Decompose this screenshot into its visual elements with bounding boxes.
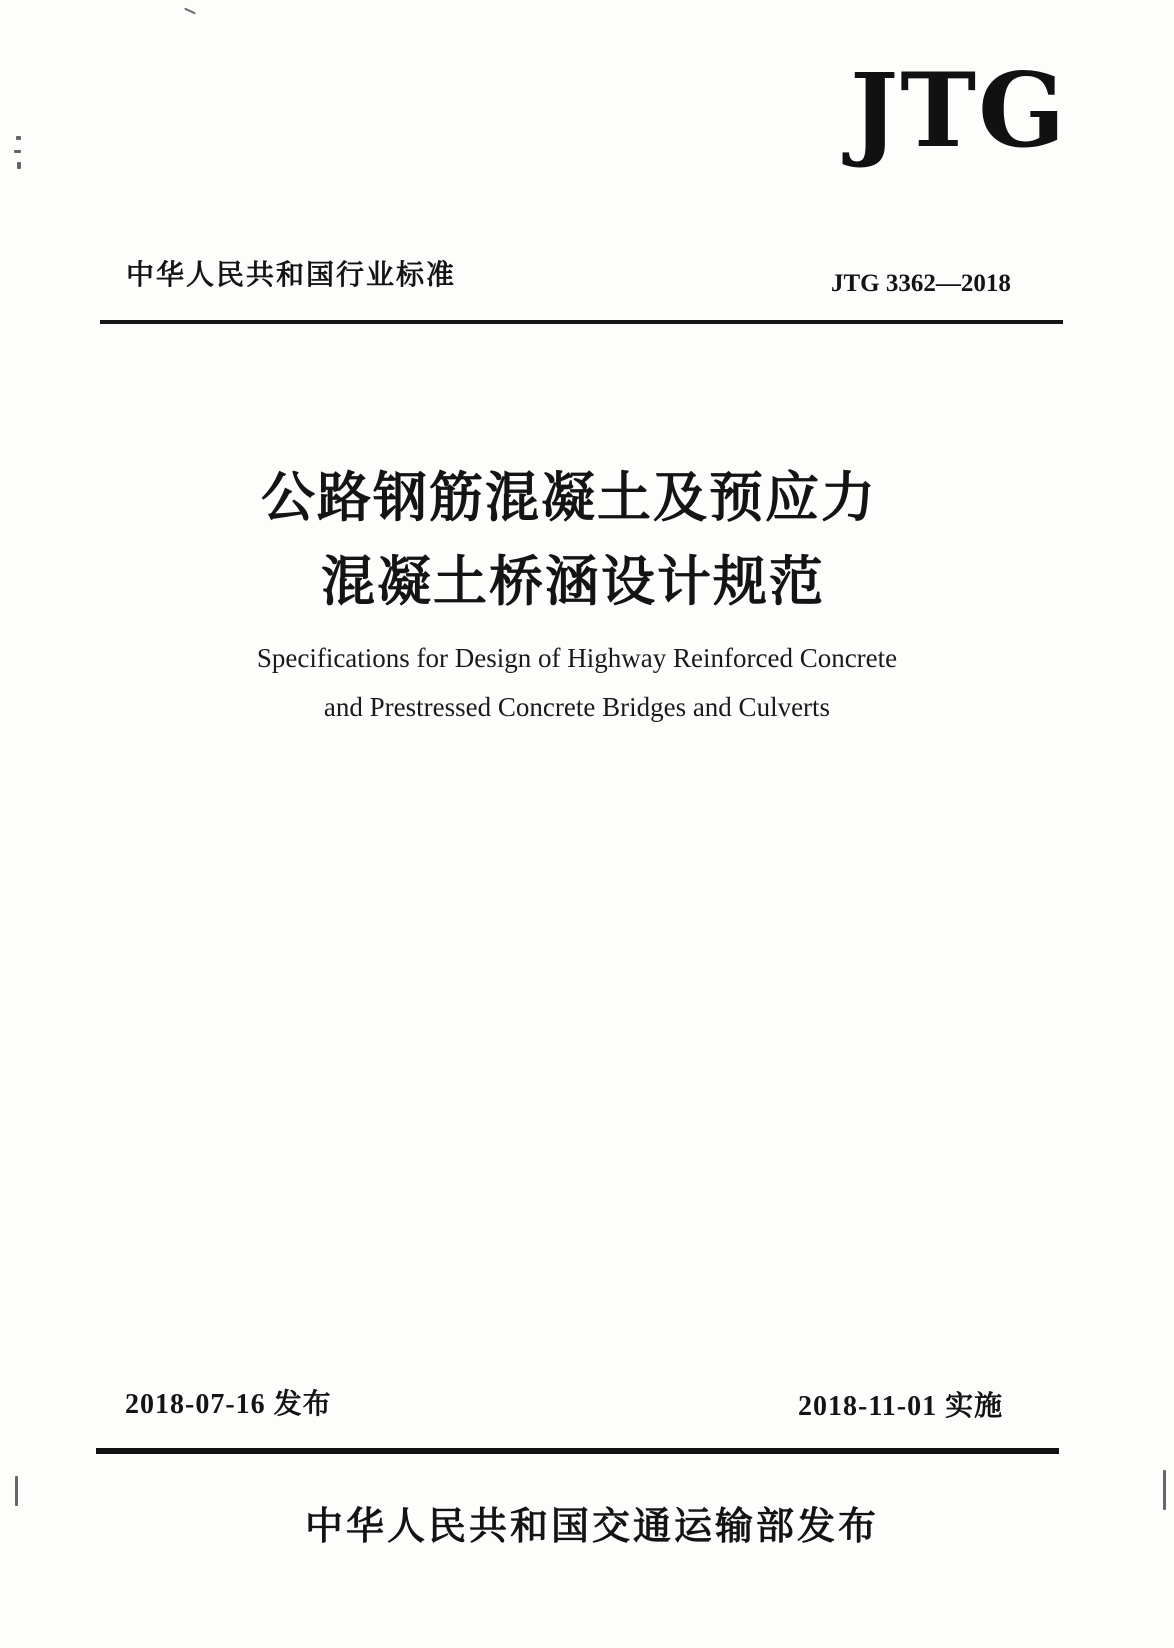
- scan-speck: [17, 162, 21, 169]
- issue-date: 2018-07-16 发布: [125, 1389, 332, 1420]
- scan-speck: [1163, 1470, 1166, 1510]
- title-zh-line1: 公路钢筋混凝土及预应力: [261, 465, 877, 529]
- bottom-divider: [96, 1448, 1059, 1454]
- jtg-logo: JTG: [850, 51, 1068, 171]
- publisher: 中华人民共和国交通运输部发布: [304, 1504, 879, 1548]
- top-divider: [100, 320, 1063, 324]
- scan-speck: [184, 8, 196, 15]
- scan-speck: [14, 150, 21, 153]
- title-en-line2: and Prestressed Concrete Bridges and Culverts: [323, 692, 831, 722]
- scan-speck: [15, 1476, 18, 1506]
- scan-speck: [16, 136, 21, 140]
- industry-standard-label: 中华人民共和国行业标准: [126, 258, 457, 291]
- title-zh-line2: 混凝土桥涵设计规范: [321, 549, 825, 613]
- title-en-line1: Specifications for Design of Highway Reinforced Concrete: [256, 643, 898, 673]
- standard-code: JTG 3362—2018: [831, 270, 1011, 297]
- implementation-date: 2018-11-01 实施: [798, 1391, 1004, 1422]
